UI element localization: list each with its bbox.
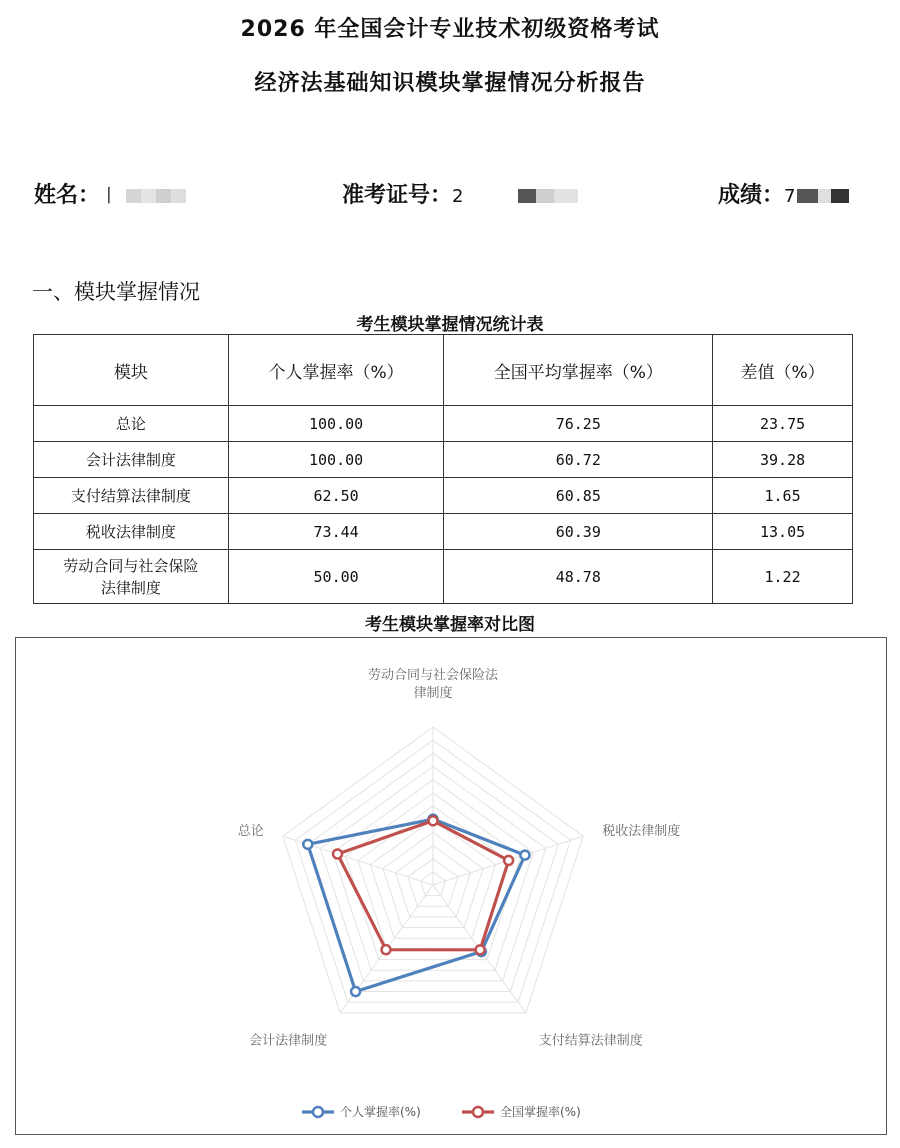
data-point [382, 945, 391, 954]
cell-module [34, 550, 229, 604]
radar-chart [16, 638, 886, 1134]
cell-module-line1: 劳动合同与社会保险 [63, 556, 199, 575]
header-national: 全国平均掌握率（%） [444, 335, 713, 406]
axis-label [368, 667, 499, 701]
exam-id-value: 2 [452, 186, 464, 207]
name-redaction [126, 189, 186, 203]
cell-diff: 39.28 [713, 442, 853, 478]
table-row [34, 442, 853, 478]
table-row [34, 514, 853, 550]
score-redaction [797, 189, 849, 203]
axis-label [238, 824, 264, 839]
cell-module: 总论 [34, 406, 229, 442]
cell-module-line2: 法律制度 [100, 578, 161, 597]
data-point [351, 987, 360, 996]
name-label: 姓名： [34, 183, 101, 208]
axis-label [602, 823, 680, 839]
data-point [429, 816, 438, 825]
score-label: 成绩： [718, 183, 785, 208]
cell-national: 60.85 [444, 478, 713, 514]
cell-diff: 23.75 [713, 406, 853, 442]
report-title-line1: 2026 年全国会计专业技术初级资格考试 [240, 17, 660, 42]
data-point [333, 849, 342, 858]
cell-diff: 13.05 [713, 514, 853, 550]
candidate-exam-id [342, 178, 578, 209]
candidate-name [34, 178, 186, 209]
exam-id-label: 准考证号： [342, 183, 453, 208]
axis-label-line: 税收法律制度 [602, 823, 681, 839]
axis-label-line: 支付结算法律制度 [538, 1033, 643, 1049]
legend-label: 全国掌握率(%) [500, 1105, 581, 1119]
name-value: 丨 [100, 186, 119, 207]
table-caption: 考生模块掌握情况统计表 [356, 315, 544, 335]
cell-personal: 100.00 [228, 406, 444, 442]
cell-personal: 100.00 [228, 442, 444, 478]
header-diff: 差值（%） [713, 335, 853, 406]
cell-personal: 73.44 [228, 514, 444, 550]
section-title: 一、模块掌握情况 [32, 280, 200, 304]
module-stats-table [33, 334, 853, 604]
data-point [303, 840, 312, 849]
data-point [504, 856, 513, 865]
cell-national: 60.72 [444, 442, 713, 478]
table-row [34, 406, 853, 442]
cell-personal: 50.00 [228, 550, 444, 604]
cell-personal: 62.50 [228, 478, 444, 514]
score-value: 7 [784, 186, 796, 207]
candidate-score [718, 178, 849, 209]
cell-module: 会计法律制度 [34, 442, 229, 478]
axis-label [249, 1033, 327, 1049]
report-title-line2: 经济法基础知识模块掌握情况分析报告 [254, 71, 646, 96]
header-personal: 个人掌握率（%） [228, 335, 444, 406]
header-module: 模块 [34, 335, 229, 406]
cell-national: 60.39 [444, 514, 713, 550]
axis-label-line: 劳动合同与社会保险法 [367, 668, 499, 683]
exam-id-redaction [518, 189, 578, 203]
axis-label-line: 总论 [237, 823, 264, 839]
table-row [34, 478, 853, 514]
legend-swatch-marker [313, 1107, 323, 1117]
cell-module: 支付结算法律制度 [34, 478, 229, 514]
legend-swatch-marker [473, 1107, 483, 1117]
axis-label-line: 律制度 [413, 686, 453, 701]
cell-national: 48.78 [444, 550, 713, 604]
axis-label [539, 1033, 643, 1049]
data-point [520, 851, 529, 860]
cell-diff: 1.65 [713, 478, 853, 514]
table-header-row [34, 335, 853, 406]
axis-label-line: 会计法律制度 [249, 1033, 328, 1049]
cell-diff: 1.22 [713, 550, 853, 604]
cell-national: 76.25 [444, 406, 713, 442]
table-row [34, 550, 853, 604]
chart-caption: 考生模块掌握率对比图 [365, 615, 535, 635]
data-point [476, 945, 485, 954]
radar-chart-frame [15, 637, 887, 1135]
legend-label: 个人掌握率(%) [340, 1105, 421, 1119]
cell-module: 税收法律制度 [34, 514, 229, 550]
